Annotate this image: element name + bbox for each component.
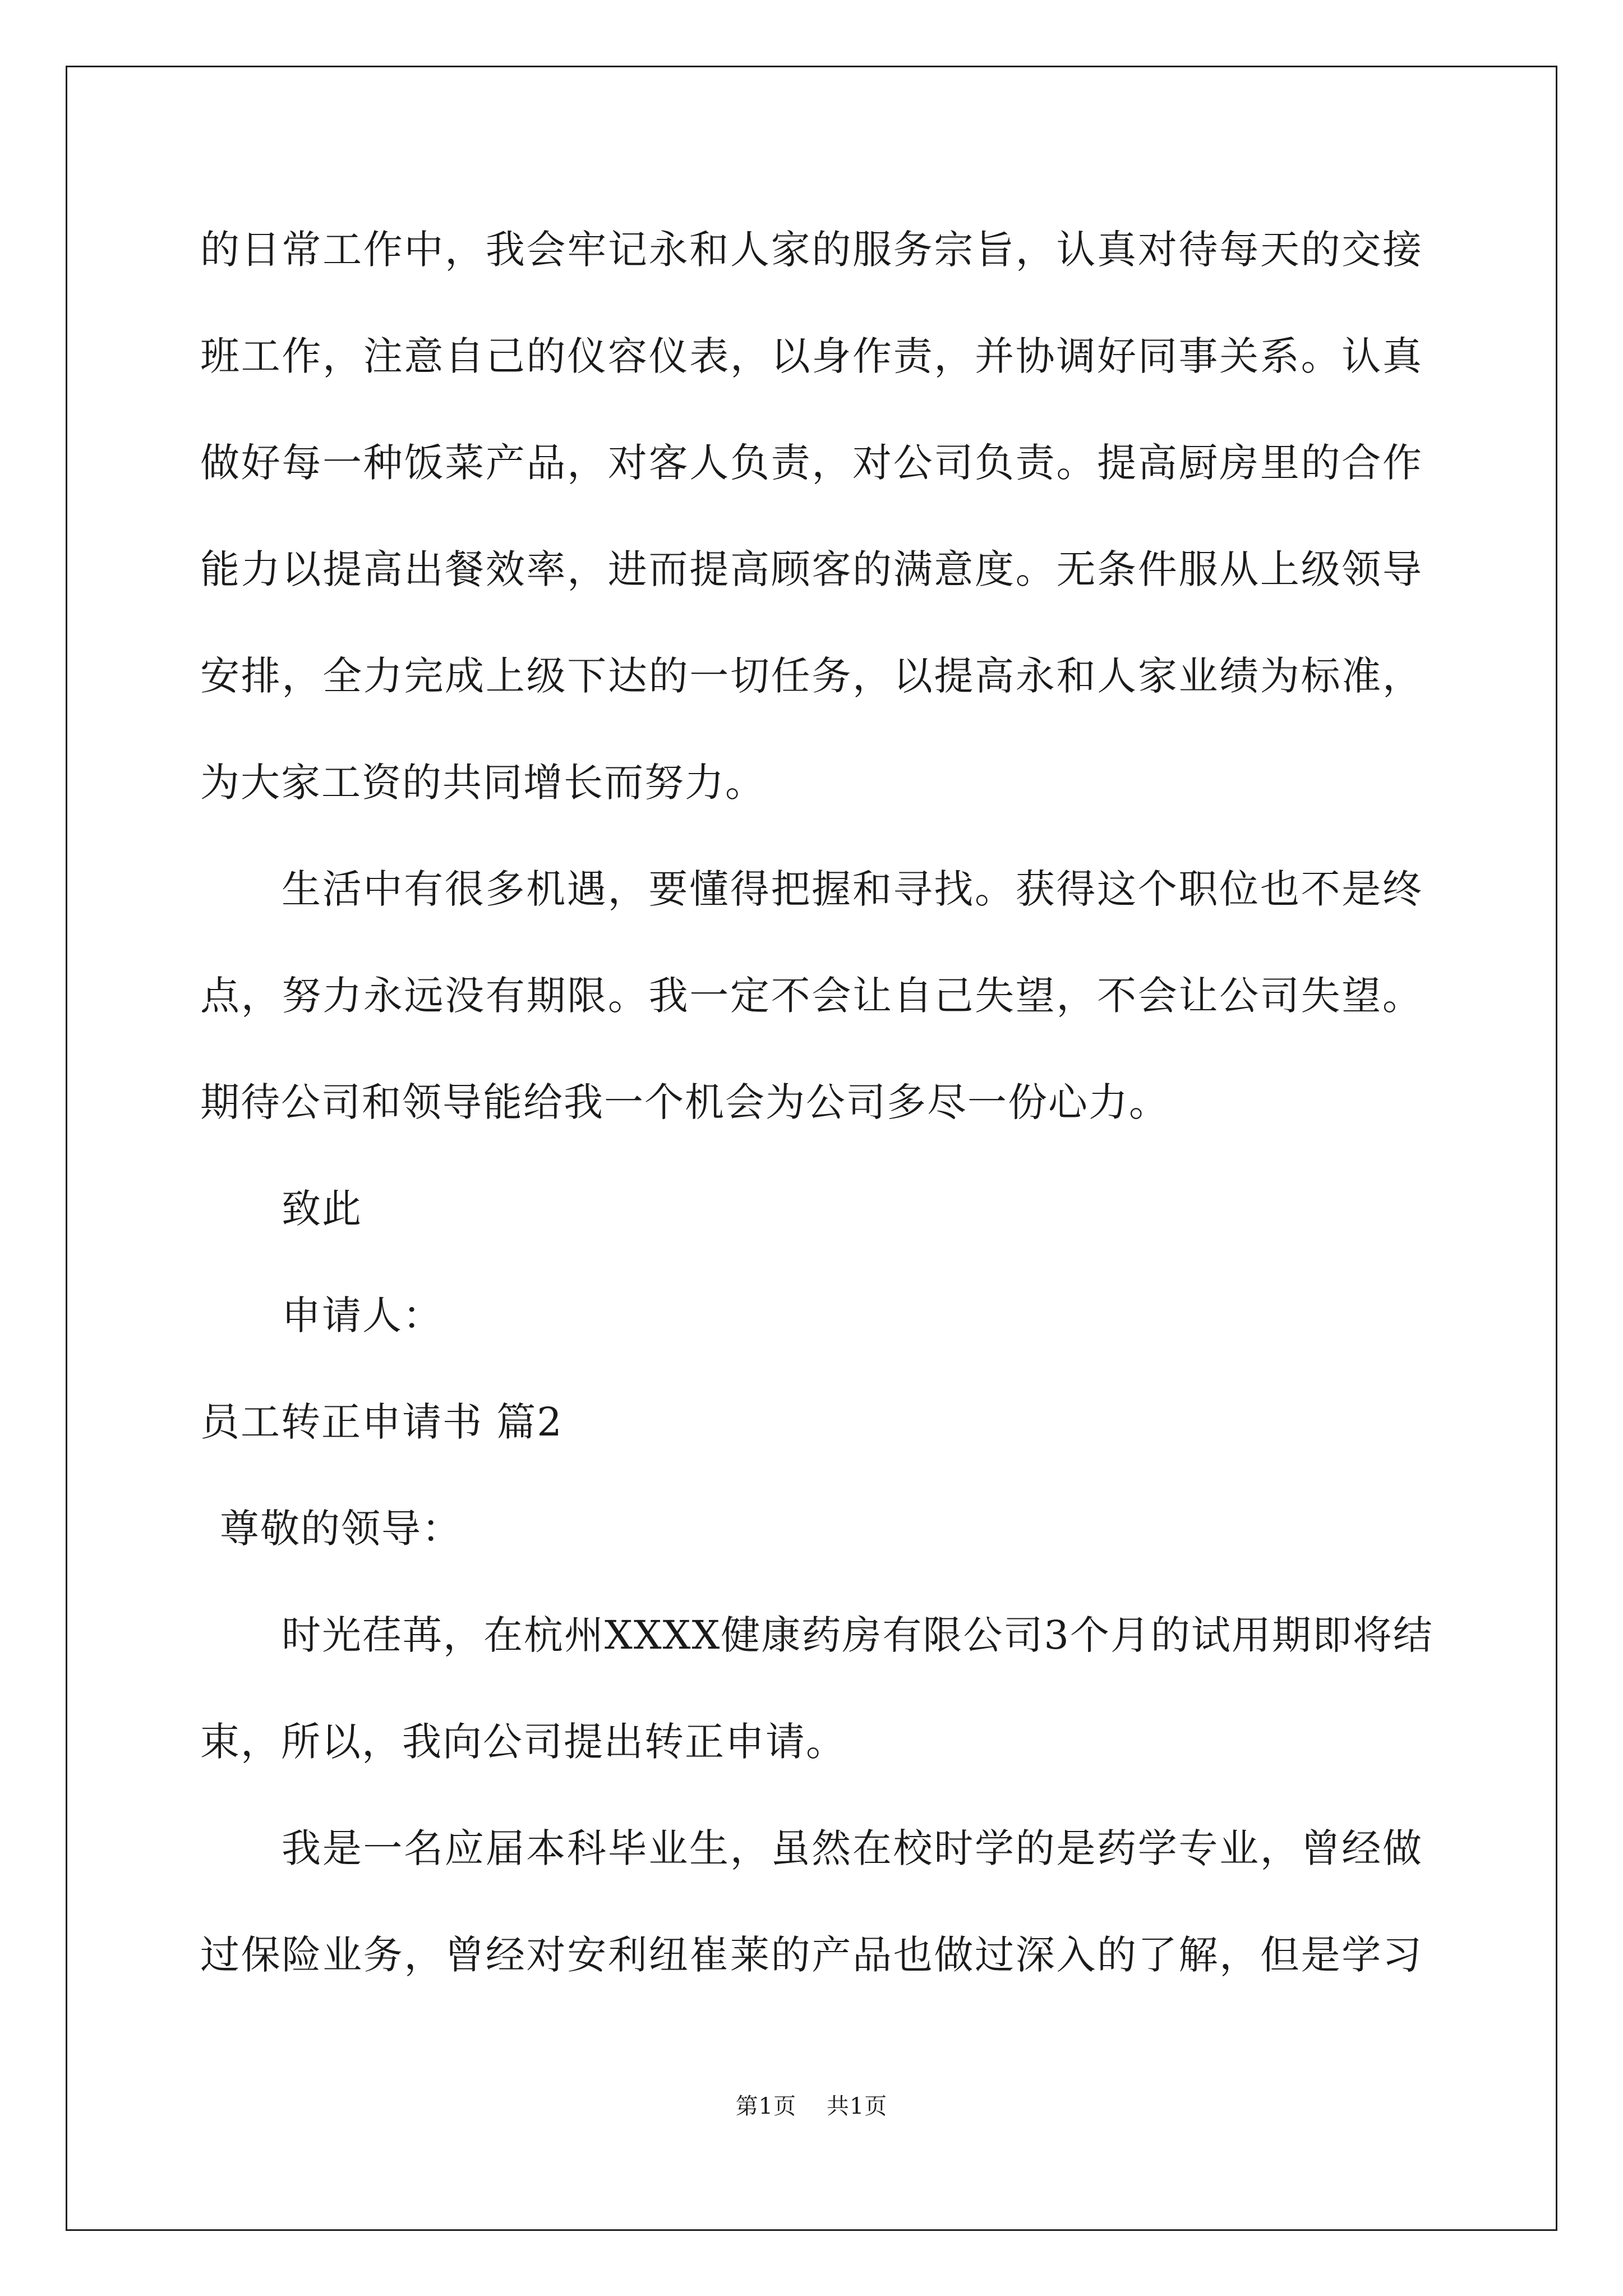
paragraph-line: 时光荏苒，在杭州XXXX健康药房有限公司3个月的试用期即将结 <box>282 1612 1433 1658</box>
applicant-line: 申请人： <box>282 1292 443 1338</box>
paragraph-line: 安排，全力完成上级下达的一切任务，以提高永和人家业绩为标准， <box>200 653 1423 699</box>
paragraph-line: 班工作，注意自己的仪容仪表，以身作责，并协调好同事关系。认真 <box>200 333 1423 379</box>
page-footer <box>0 2090 1623 2123</box>
paragraph-line: 我是一名应届本科毕业生，虽然在校时学的是药学专业，曾经做 <box>282 1825 1423 1871</box>
paragraph-line: 期待公司和领导能给我一个机会为公司多尽一份心力。 <box>200 1079 1169 1125</box>
paragraph-line: 的日常工作中，我会牢记永和人家的服务宗旨，认真对待每天的交接 <box>200 227 1423 273</box>
section-heading: 员工转正申请书 篇2 <box>200 1399 563 1445</box>
paragraph-line: 为大家工资的共同增长而努力。 <box>200 760 766 806</box>
paragraph-line: 能力以提高出餐效率，进而提高顾客的满意度。无条件服从上级领导 <box>200 546 1423 592</box>
closing-line: 致此 <box>282 1186 362 1232</box>
page-total: 共1页 <box>826 2093 888 2119</box>
salutation: 尊敬的领导： <box>220 1506 462 1552</box>
paragraph-line: 点，努力永远没有期限。我一定不会让自己失望，不会让公司失望。 <box>200 973 1423 1019</box>
paragraph-line: 束，所以，我向公司提出转正申请。 <box>200 1719 846 1765</box>
paragraph-line: 过保险业务，曾经对安利纽崔莱的产品也做过深入的了解，但是学习 <box>200 1932 1423 1978</box>
page-current: 第1页 <box>735 2093 797 2119</box>
paragraph-line: 生活中有很多机遇，要懂得把握和寻找。获得这个职位也不是终 <box>282 866 1423 912</box>
page-border <box>66 66 1557 2231</box>
paragraph-line: 做好每一种饭菜产品，对客人负责，对公司负责。提高厨房里的合作 <box>200 440 1423 486</box>
